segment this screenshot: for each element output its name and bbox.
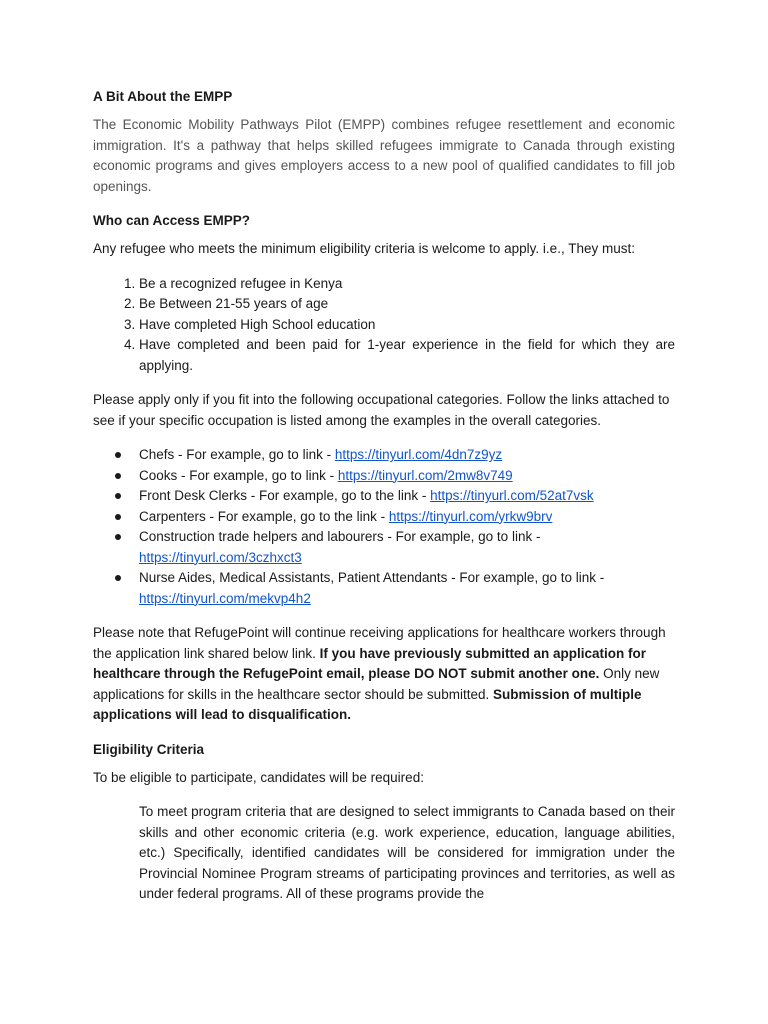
occupation-item [139,466,675,487]
occupation-text: Front Desk Clerks - For example, go to the link - [139,488,431,503]
criteria-item: 2. Be Between 21-55 years of age [139,294,675,315]
criteria-item: 1. Be a recognized refugee in Kenya [139,274,675,295]
occupation-text: Cooks - For example, go to link - [139,467,338,483]
access-intro: Any refugee who meets the minimum eligibility criteria is welcome to apply. i.e., They must: [93,241,635,256]
occupation-text: Chefs - For example, go to link - [139,447,335,462]
occupation-link[interactable]: https://tinyurl.com/4dn7z9yz [334,447,503,462]
occupation-text: Nurse Aides, Medical Assistants, Patient Attendants - For example, go to link - [139,570,605,585]
access-heading: Who can Access EMPP? [93,213,251,228]
occupation-link[interactable]: https://tinyurl.com/2mw8v749 [337,467,513,483]
occupation-link[interactable]: https://tinyurl.com/mekvp4h2 [139,590,311,606]
occupation-item [139,445,675,466]
about-heading: A Bit About the EMPP [93,89,233,104]
note-part2: Only new applications for skills in the healthcare sector should be submitted. [93,666,660,702]
occupation-text: Carpenters - For example, go to the link - [139,508,389,524]
occupation-link[interactable]: https://tinyurl.com/yrkw9brv [388,508,553,524]
criteria-item: 3. Have completed High School education [139,315,675,336]
criteria-item: 4. Have completed and been paid for 1-year experience in the field for which they are applying. [139,335,675,376]
occupation-link[interactable]: https://tinyurl.com/52at7vsk [430,488,594,503]
about-body: The Economic Mobility Pathways Pilot (EMPP) combines refugee resettlement and economic immigration. It's a pathway that helps skilled refugees immigrate to Canada through existing economic programs and gives employers access to a new pool of qualified candidates to fill job openings. [93,117,675,194]
note-bold2: Submission of multiple applications will lead to disqualification. [93,686,642,722]
occupations-intro: Please apply only if you fit into the following occupational categories. Follow the links attached to see if your specific occupation is listed among the examples in the overall categories. [93,392,670,428]
occupation-item [139,486,675,507]
bullet-icon [115,493,121,499]
note-bold1: If you have previously submitted an application for healthcare through the RefugePoint email, please DO NOT submit another one. [93,645,646,681]
eligibility-heading: Eligibility Criteria [93,741,205,757]
occupation-link[interactable]: https://tinyurl.com/3czhxct3 [139,549,302,565]
occupation-item [139,527,675,568]
healthcare-note [93,623,675,726]
bullet-icon [115,534,121,540]
criteria-list [93,274,675,377]
eligibility-intro: To be eligible to participate, candidates will be required: [93,769,424,785]
eligibility-body: To meet program criteria that are designed to select immigrants to Canada based on their skills and other economic criteria (e.g. work experience, education, language abilities, etc.) Specifically, identified candidates will be considered for immigration under the Provincial Nominee Program streams of participating provinces and territories, as well as under federal programs. All of these programs provide the [139,804,675,901]
occupation-item [139,568,675,609]
bullet-icon [115,452,121,458]
bullet-icon [115,514,121,520]
occupation-item [139,507,675,528]
note-part1: Please note that RefugePoint will continue receiving applications for healthcare workers through the application link shared below link. [93,625,666,661]
bullet-icon [115,473,121,479]
bullet-icon [115,575,121,581]
occupation-text: Construction trade helpers and labourers - For example, go to link - [139,529,541,544]
occupation-list [93,445,675,609]
